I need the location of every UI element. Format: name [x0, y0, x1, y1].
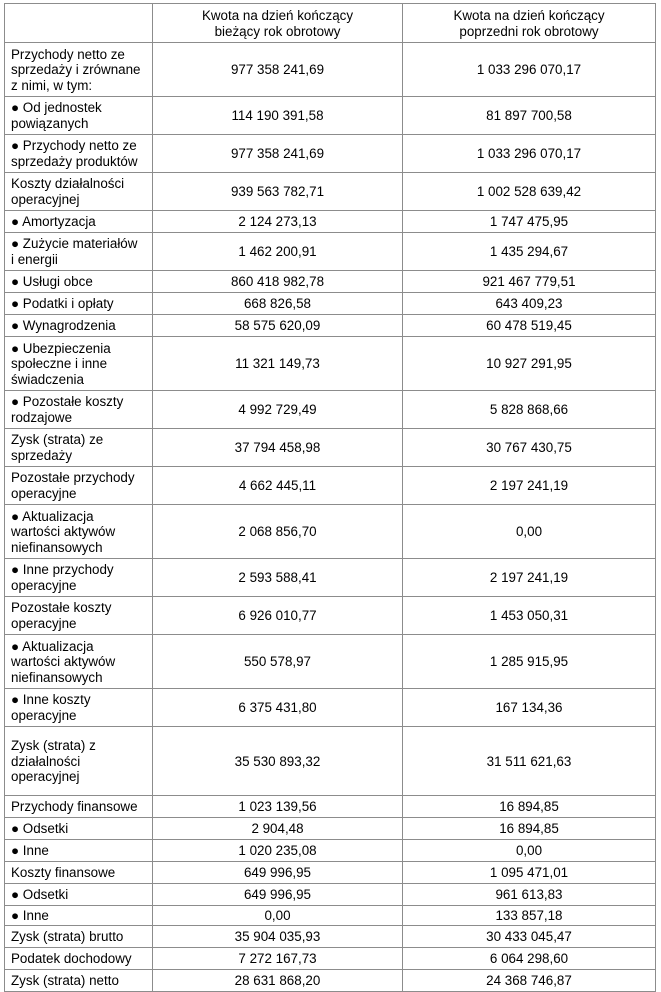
row-label: Zysk (strata) z działalności operacyjnej [5, 727, 153, 796]
row-current-value: 2 593 588,41 [153, 559, 403, 597]
row-previous-value: 16 894,85 [403, 818, 656, 840]
row-label: ● Przychody netto ze sprzedaży produktów [5, 135, 153, 173]
row-previous-value: 961 613,83 [403, 884, 656, 906]
row-previous-value: 30 767 430,75 [403, 429, 656, 467]
row-label: Koszty działalności operacyjnej [5, 173, 153, 211]
row-previous-value: 1 033 296 070,17 [403, 43, 656, 97]
table-row [5, 840, 656, 862]
row-current-value: 977 358 241,69 [153, 135, 403, 173]
table-row [5, 97, 656, 135]
row-current-value: 1 020 235,08 [153, 840, 403, 862]
header-row [5, 4, 656, 43]
row-current-value: 649 996,95 [153, 862, 403, 884]
row-previous-value: 16 894,85 [403, 796, 656, 818]
row-current-value: 1 023 139,56 [153, 796, 403, 818]
row-current-value: 4 662 445,11 [153, 467, 403, 505]
row-previous-value: 81 897 700,58 [403, 97, 656, 135]
row-previous-value: 167 134,36 [403, 689, 656, 727]
row-label: Pozostałe przychody operacyjne [5, 467, 153, 505]
row-previous-value: 5 828 868,66 [403, 391, 656, 429]
row-previous-value: 1 033 296 070,17 [403, 135, 656, 173]
table-row [5, 818, 656, 840]
row-label: ● Od jednostek powiązanych [5, 97, 153, 135]
row-previous-value: 0,00 [403, 505, 656, 559]
row-current-value: 2 068 856,70 [153, 505, 403, 559]
table-row [5, 315, 656, 337]
row-current-value: 4 992 729,49 [153, 391, 403, 429]
row-previous-value: 1 435 294,67 [403, 233, 656, 271]
row-label: ● Podatki i opłaty [5, 293, 153, 315]
row-current-value: 11 321 149,73 [153, 337, 403, 391]
row-current-value: 977 358 241,69 [153, 43, 403, 97]
table-row [5, 271, 656, 293]
table-row [5, 689, 656, 727]
row-previous-value: 30 433 045,47 [403, 926, 656, 948]
row-current-value: 2 904,48 [153, 818, 403, 840]
row-label: Pozostałe koszty operacyjne [5, 597, 153, 635]
table-row [5, 948, 656, 970]
row-previous-value: 921 467 779,51 [403, 271, 656, 293]
table-row [5, 597, 656, 635]
row-label: Zysk (strata) brutto [5, 926, 153, 948]
row-current-value: 37 794 458,98 [153, 429, 403, 467]
row-label: ● Usługi obce [5, 271, 153, 293]
header-current-year: Kwota na dzień kończący bieżący rok obrotowy [153, 4, 403, 43]
row-previous-value: 1 747 475,95 [403, 211, 656, 233]
row-current-value: 1 462 200,91 [153, 233, 403, 271]
row-previous-value: 133 857,18 [403, 906, 656, 926]
table-row [5, 727, 656, 796]
table-row [5, 926, 656, 948]
financial-statement-table [4, 3, 656, 992]
row-label: ● Aktualizacja wartości aktywów niefinansowych [5, 635, 153, 689]
table-row [5, 429, 656, 467]
row-current-value: 0,00 [153, 906, 403, 926]
row-current-value: 114 190 391,58 [153, 97, 403, 135]
row-previous-value: 24 368 746,87 [403, 970, 656, 992]
table-row [5, 293, 656, 315]
row-current-value: 550 578,97 [153, 635, 403, 689]
row-previous-value: 1 002 528 639,42 [403, 173, 656, 211]
row-current-value: 6 375 431,80 [153, 689, 403, 727]
row-label: ● Ubezpieczenia społeczne i inne świadczenia [5, 337, 153, 391]
row-current-value: 28 631 868,20 [153, 970, 403, 992]
row-previous-value: 1 095 471,01 [403, 862, 656, 884]
row-label: ● Inne przychody operacyjne [5, 559, 153, 597]
row-previous-value: 2 197 241,19 [403, 467, 656, 505]
row-current-value: 7 272 167,73 [153, 948, 403, 970]
row-previous-value: 2 197 241,19 [403, 559, 656, 597]
row-previous-value: 1 285 915,95 [403, 635, 656, 689]
row-previous-value: 1 453 050,31 [403, 597, 656, 635]
table-row [5, 906, 656, 926]
table-row [5, 796, 656, 818]
row-label: ● Inne koszty operacyjne [5, 689, 153, 727]
row-current-value: 35 904 035,93 [153, 926, 403, 948]
row-previous-value: 6 064 298,60 [403, 948, 656, 970]
row-label: ● Zużycie materiałów i energii [5, 233, 153, 271]
table-row [5, 173, 656, 211]
table-row [5, 884, 656, 906]
row-label: ● Amortyzacja [5, 211, 153, 233]
row-label: ● Odsetki [5, 884, 153, 906]
row-previous-value: 643 409,23 [403, 293, 656, 315]
table-row [5, 233, 656, 271]
header-corner-cell [5, 4, 153, 43]
row-current-value: 939 563 782,71 [153, 173, 403, 211]
row-previous-value: 0,00 [403, 840, 656, 862]
row-previous-value: 10 927 291,95 [403, 337, 656, 391]
row-current-value: 35 530 893,32 [153, 727, 403, 796]
row-label: Przychody netto ze sprzedaży i zrównane z nimi, w tym: [5, 43, 153, 97]
row-current-value: 649 996,95 [153, 884, 403, 906]
table-row [5, 467, 656, 505]
table-row [5, 862, 656, 884]
row-label: ● Pozostałe koszty rodzajowe [5, 391, 153, 429]
row-previous-value: 31 511 621,63 [403, 727, 656, 796]
row-current-value: 58 575 620,09 [153, 315, 403, 337]
row-label: ● Inne [5, 906, 153, 926]
row-label: Podatek dochodowy [5, 948, 153, 970]
row-current-value: 668 826,58 [153, 293, 403, 315]
row-label: Zysk (strata) netto [5, 970, 153, 992]
table-row [5, 135, 656, 173]
table-row [5, 337, 656, 391]
row-current-value: 6 926 010,77 [153, 597, 403, 635]
table-row [5, 970, 656, 992]
table-row [5, 211, 656, 233]
table-row [5, 635, 656, 689]
row-label: ● Wynagrodzenia [5, 315, 153, 337]
row-label: ● Odsetki [5, 818, 153, 840]
table-row [5, 43, 656, 97]
row-previous-value: 60 478 519,45 [403, 315, 656, 337]
row-current-value: 2 124 273,13 [153, 211, 403, 233]
row-label: ● Inne [5, 840, 153, 862]
row-label: ● Aktualizacja wartości aktywów niefinansowych [5, 505, 153, 559]
row-label: Koszty finansowe [5, 862, 153, 884]
row-label: Przychody finansowe [5, 796, 153, 818]
row-current-value: 860 418 982,78 [153, 271, 403, 293]
header-previous-year: Kwota na dzień kończący poprzedni rok obrotowy [403, 4, 656, 43]
table-row [5, 559, 656, 597]
row-label: Zysk (strata) ze sprzedaży [5, 429, 153, 467]
table-row [5, 391, 656, 429]
table-row [5, 505, 656, 559]
